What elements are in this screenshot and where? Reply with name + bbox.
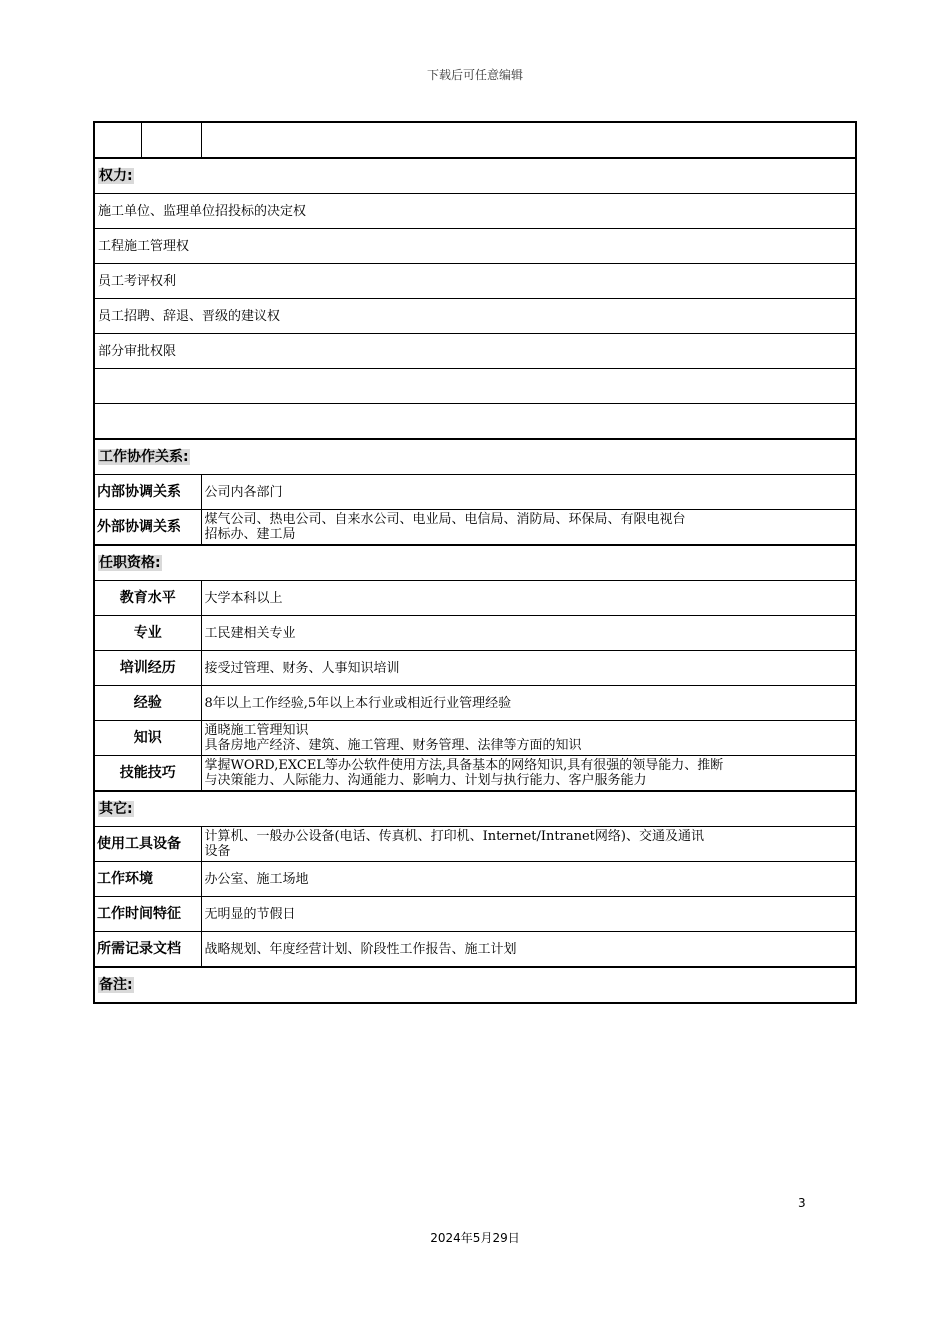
empty-cell xyxy=(94,404,856,440)
section-title-qualifications: 任职资格: xyxy=(94,545,856,581)
external-relations-line1: 煤气公司、热电公司、自来水公司、电业局、电信局、消防局、环保局、有限电视台 xyxy=(204,512,686,527)
skills-value xyxy=(201,756,856,792)
remarks-header-row xyxy=(94,967,856,1003)
relations-header-row xyxy=(94,439,856,475)
external-relations-row xyxy=(94,510,856,546)
skills-line1: 掌握WORD,EXCEL等办公软件使用方法,具备基本的网络知识,具有很强的领导能力、推断 xyxy=(204,758,724,773)
external-relations-value xyxy=(201,510,856,546)
empty-cell xyxy=(94,369,856,404)
major-value: 工民建相关专业 xyxy=(201,616,856,651)
list-item xyxy=(94,264,856,299)
experience-value: 8年以上工作经验,5年以上本行业或相近行业管理经验 xyxy=(201,686,856,721)
list-item xyxy=(94,334,856,369)
internal-relations-label: 内部协调关系 xyxy=(94,475,201,510)
training-value: 接受过管理、财务、人事知识培训 xyxy=(201,651,856,686)
powers-header-row xyxy=(94,158,856,194)
work-time-row xyxy=(94,897,856,932)
empty-cell xyxy=(141,122,201,158)
footer-date: 2024年5月29日 xyxy=(430,1231,520,1245)
education-label: 教育水平 xyxy=(94,581,201,616)
internal-relations-row xyxy=(94,475,856,510)
documents-label: 所需记录文档 xyxy=(94,932,201,968)
power-item: 施工单位、监理单位招投标的决定权 xyxy=(94,194,856,229)
documents-value: 战略规划、年度经营计划、阶段性工作报告、施工计划 xyxy=(201,932,856,968)
empty-cell xyxy=(94,122,141,158)
section-title-relations: 工作协作关系: xyxy=(94,439,856,475)
work-time-value: 无明显的节假日 xyxy=(201,897,856,932)
knowledge-line1: 通晓施工管理知识 xyxy=(204,723,309,738)
top-empty-row xyxy=(94,122,856,158)
list-item xyxy=(94,229,856,264)
tools-line2: 设备 xyxy=(204,844,231,859)
other-header-row xyxy=(94,791,856,827)
environment-value: 办公室、施工场地 xyxy=(201,862,856,897)
skills-line2: 与决策能力、人际能力、沟通能力、影响力、计划与执行能力、客户服务能力 xyxy=(204,773,647,788)
power-item: 员工考评权利 xyxy=(94,264,856,299)
work-time-label: 工作时间特征 xyxy=(94,897,201,932)
external-relations-label: 外部协调关系 xyxy=(94,510,201,546)
external-relations-line2: 招标办、建工局 xyxy=(204,527,296,542)
section-title-remarks: 备注: xyxy=(94,967,856,1003)
tools-value xyxy=(201,827,856,862)
tools-line1: 计算机、一般办公设备(电话、传真机、打印机、Internet/Intranet网络)、交通及通讯 xyxy=(204,829,704,844)
experience-label: 经验 xyxy=(94,686,201,721)
documents-row xyxy=(94,932,856,968)
power-item: 部分审批权限 xyxy=(94,334,856,369)
experience-row xyxy=(94,686,856,721)
knowledge-line2: 具备房地产经济、建筑、施工管理、财务管理、法律等方面的知识 xyxy=(204,738,582,753)
power-item: 工程施工管理权 xyxy=(94,229,856,264)
skills-row xyxy=(94,756,856,792)
page-number: 3 xyxy=(798,1196,806,1210)
list-item xyxy=(94,194,856,229)
knowledge-value xyxy=(201,721,856,756)
header-note: 下载后可任意编辑 xyxy=(426,68,523,82)
environment-row xyxy=(94,862,856,897)
section-title-other: 其它: xyxy=(94,791,856,827)
environment-label: 工作环境 xyxy=(94,862,201,897)
education-row xyxy=(94,581,856,616)
training-row xyxy=(94,651,856,686)
knowledge-row xyxy=(94,721,856,756)
tools-label: 使用工具设备 xyxy=(94,827,201,862)
knowledge-label: 知识 xyxy=(94,721,201,756)
qualifications-header-row xyxy=(94,545,856,581)
major-row xyxy=(94,616,856,651)
training-label: 培训经历 xyxy=(94,651,201,686)
empty-row xyxy=(94,404,856,440)
power-item: 员工招聘、辞退、晋级的建议权 xyxy=(94,299,856,334)
section-title-powers: 权力: xyxy=(94,158,856,194)
internal-relations-value: 公司内各部门 xyxy=(201,475,856,510)
job-description-table xyxy=(93,121,857,1004)
empty-cell xyxy=(201,122,856,158)
empty-row xyxy=(94,369,856,404)
tools-row xyxy=(94,827,856,862)
list-item xyxy=(94,299,856,334)
major-label: 专业 xyxy=(94,616,201,651)
education-value: 大学本科以上 xyxy=(201,581,856,616)
skills-label: 技能技巧 xyxy=(94,756,201,792)
